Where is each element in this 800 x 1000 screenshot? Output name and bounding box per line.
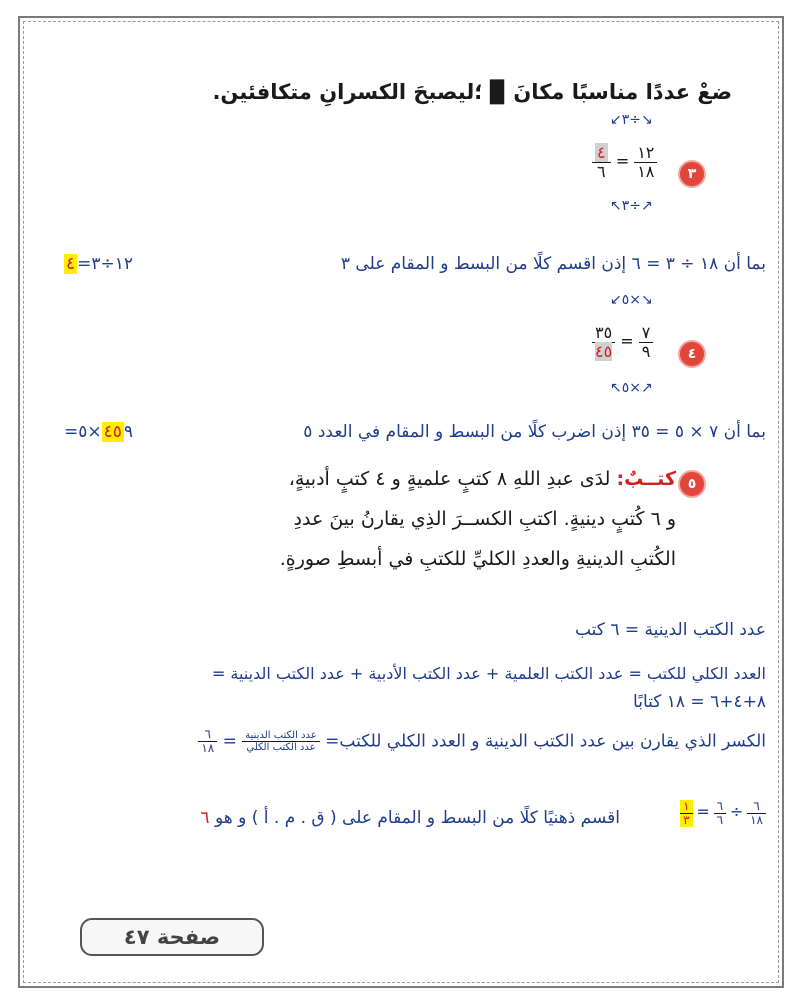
instruction-text: ضعْ عددًا مناسبًا مكانَ ▉ ؛ليصبحَ الكسرانِ متكافئين.: [212, 80, 732, 104]
q4-equation: $\frac{٣٥}{٤٥}$ = $\frac{٧}{٩}$: [592, 324, 653, 360]
q3-left-numerator: ٤: [592, 144, 611, 163]
solution-line-4: اقسم ذهنيًا كلًا من البسط و المقام على ( ق . م . أ ) و هو ٦: [200, 808, 620, 828]
q3-right-denominator: ١٨: [637, 161, 655, 181]
solution-line-3: الكسر الذي يقارن بين عدد الكتب الدينية و العدد الكلي للكتب= $\frac{\text{عدد الكتب الدينية}}{\text{عدد الكتب الكلي}}$ = $\frac{٦}{١٨}$: [198, 728, 766, 755]
q4-arc-bottom: ↖٥×↗: [610, 380, 653, 396]
q3-arc-top: ↙٣÷↘: [610, 112, 653, 128]
q4-calc: ٤٥٩×٥=: [64, 422, 134, 442]
q5-line-3: الكُتبِ الدينيةِ والعددِ الكليِّ للكتبِ في أبسطِ صورةٍ.: [279, 548, 676, 570]
q5-label: كتــبٌ:: [616, 468, 676, 490]
page-border: [18, 16, 784, 988]
s3-word-denominator: عدد الكتب الكلي: [246, 742, 316, 754]
q4-answer: ٤٥: [103, 422, 122, 442]
solution-line-2b: ٨+٤+٦ = ١٨ كتابًا: [633, 692, 766, 712]
q3-left-denominator: ٦: [597, 161, 606, 181]
q5-line-1: كتــبٌ: لدَى عبدِ اللهِ ٨ كتبٍ علميةٍ و ٤ كتبٍ أدبيةٍ،: [288, 468, 676, 490]
q3-equation: $\frac{٤}{٦}$ = $\frac{١٢}{١٨}$: [592, 144, 657, 180]
question-5-badge: ٥: [678, 470, 706, 498]
q3-explanation: بما أن ١٨ ÷ ٣ = ٦ إذن اقسم كلًا من البسط و المقام على ٣: [340, 254, 766, 274]
q4-right-numerator: ٧: [639, 324, 654, 343]
solution-line-4-text: [680, 800, 766, 827]
q3-arc-bottom: ↖٣÷↗: [610, 198, 653, 214]
q5-line-2: و ٦ كُتبٍ دينيةٍ. اكتبِ الكســرَ الذِي يقارنُ بينَ عددِ: [293, 508, 676, 530]
q4-left-denominator: ٤٥: [595, 341, 613, 361]
q4-explanation: بما أن ٧ × ٥ = ٣٥ إذن اضرب كلًا من البسط و المقام في العدد ٥: [303, 422, 766, 442]
s3-result-denominator: ١٨: [201, 741, 215, 756]
q3-answer: ٤: [66, 254, 76, 274]
q3-right-numerator: ١٢: [634, 144, 657, 163]
s3-result-numerator: ٦: [198, 728, 217, 742]
question-4-badge: ٤: [678, 340, 706, 368]
q3-calc: ١٢÷٣=٤: [66, 254, 134, 274]
q4-left-numerator: ٣٥: [592, 324, 615, 343]
q4-arc-top: ↙٥×↘: [610, 292, 653, 308]
solution-line-1: عدد الكتب الدينية = ٦ كتب: [574, 620, 766, 640]
question-3-badge: ٣: [678, 160, 706, 188]
page-number-box: صفحة ٤٧: [80, 918, 264, 956]
s4-gcd: ٦: [200, 808, 210, 828]
solution-line-2a: العدد الكلي للكتب = عدد الكتب العلمية + عدد الكتب الأدبية + عدد الكتب الدينية =: [211, 664, 766, 683]
s3-word-numerator: عدد الكتب الدينية: [242, 730, 319, 742]
q4-right-denominator: ٩: [641, 341, 651, 361]
s4-equation: $\frac{١}{٣}$ = $\frac{٦}{٦}$ ÷ $\frac{٦}{١٨}$: [680, 800, 766, 827]
